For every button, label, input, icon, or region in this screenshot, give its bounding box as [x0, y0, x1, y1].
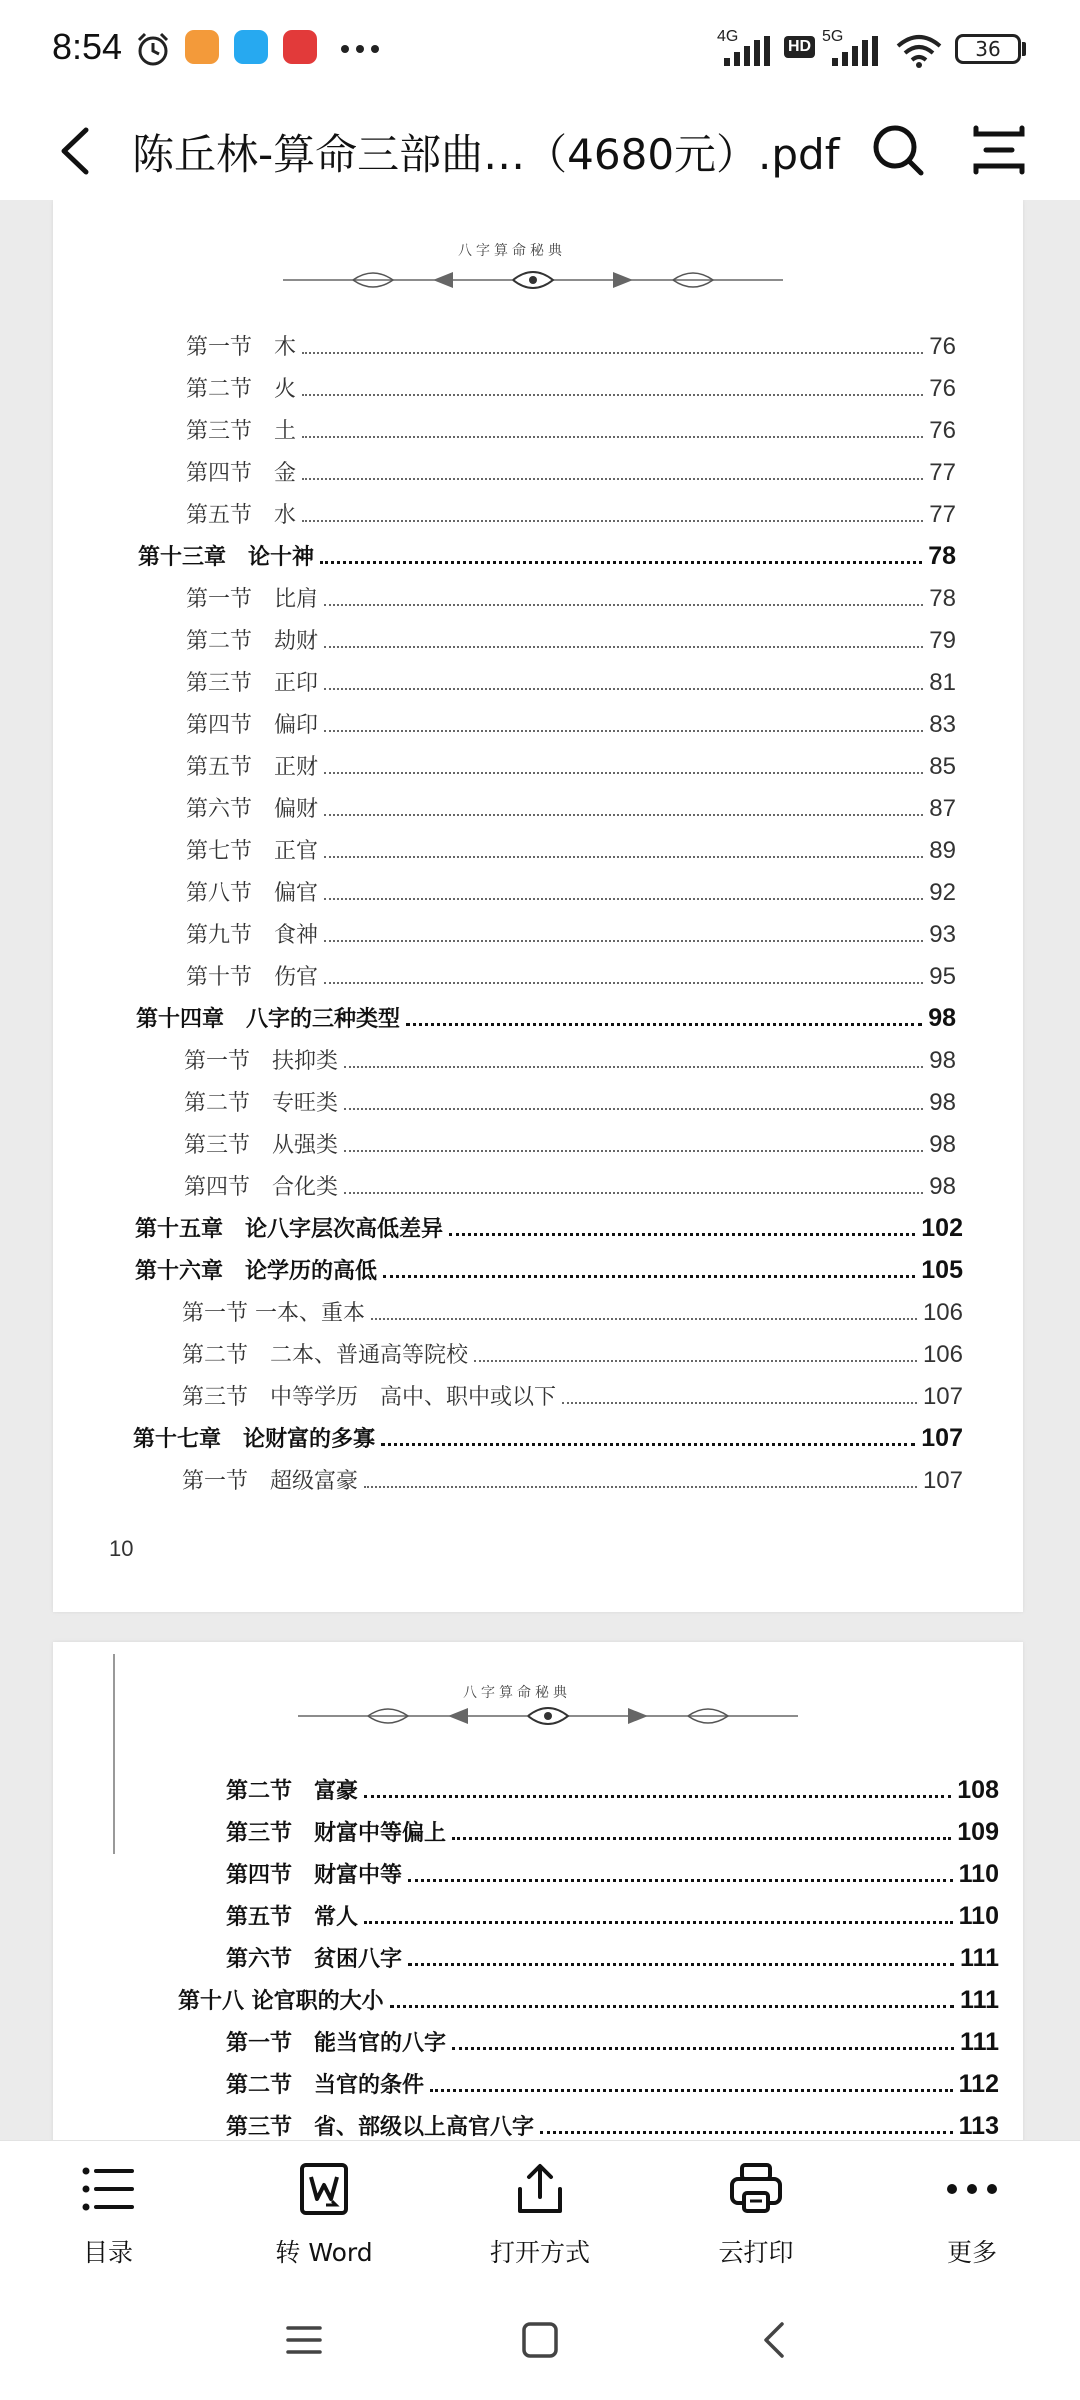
toc-entry-title: 第三节 正印 — [186, 671, 319, 696]
toc-entry-page: 77 — [929, 501, 956, 528]
toc-entry-title: 第四节 金 — [186, 461, 297, 486]
toc-entry-page: 98 — [929, 1173, 956, 1200]
toc-entry[interactable] — [186, 960, 956, 996]
toc-leader-dots — [452, 2047, 954, 2050]
toc-entry-page: 85 — [929, 753, 956, 780]
toc-entry[interactable] — [186, 792, 956, 828]
signal-strength-icon — [722, 36, 778, 66]
open-with-label: 打开方式 — [489, 2238, 590, 2267]
toc-entry-title: 第一节 能当官的八字 — [226, 2031, 447, 2056]
toc-entry-page: 110 — [958, 1860, 999, 1888]
status-time: 8:54 — [52, 26, 123, 67]
toc-leader-dots — [474, 1360, 917, 1362]
toc-chapter-title: 第十七章 论财富的多寡 — [133, 1427, 376, 1452]
toc-entry-title: 第四节 合化类 — [184, 1175, 339, 1200]
convert-to-word-button[interactable] — [216, 2141, 432, 2281]
toc-entry[interactable] — [186, 918, 956, 954]
taobao-app-icon — [185, 30, 219, 64]
toc-entry-title: 第三节 中等学历 高中、职中或以下 — [182, 1385, 557, 1410]
store-app-icon — [283, 30, 317, 64]
system-nav-bar — [0, 2280, 1080, 2400]
toc-entry-page: 111 — [960, 2028, 999, 2056]
toc-chapter[interactable] — [136, 1002, 956, 1038]
alarm-clock-icon — [134, 30, 172, 68]
toc-entry-page: 98 — [929, 1089, 956, 1116]
toc-leader-dots — [324, 940, 923, 942]
toc-leader-dots — [344, 1108, 923, 1110]
toc-entry-title: 第三节 财富中等偏上 — [226, 1821, 447, 1846]
toc-leader-dots — [324, 772, 923, 774]
toc-entry-title: 第四节 偏印 — [186, 713, 319, 738]
toc-entry-page: 79 — [929, 627, 956, 654]
toc-entry-page: 78 — [928, 542, 956, 570]
toc-leader-dots — [406, 1023, 922, 1026]
toc-entry-page: 106 — [922, 1341, 963, 1368]
toc-leader-dots — [364, 1486, 917, 1488]
toc-entry[interactable] — [186, 750, 956, 786]
toc-leader-dots — [408, 1879, 953, 1882]
toc-entry-title: 第二节 当官的条件 — [226, 2073, 425, 2098]
convert-to-word-label: 转 Word — [275, 2238, 373, 2267]
toc-entry-page: 76 — [929, 417, 956, 444]
toc-entry[interactable] — [182, 1380, 963, 1416]
toc-entry-title: 第一节 木 — [186, 335, 297, 360]
toc-leader-dots — [324, 688, 923, 690]
toc-entry[interactable] — [186, 372, 956, 408]
battery-level: 36 — [955, 34, 1021, 64]
toc-entry-title: 第七节 正官 — [186, 839, 319, 864]
toc-entry[interactable] — [186, 834, 956, 870]
document-title: 陈丘林-算命三部曲…（4680元）.pdf — [132, 130, 840, 179]
toc-chapter[interactable] — [138, 540, 956, 576]
toc-entry-title: 第二节 劫财 — [186, 629, 319, 654]
back-nav-icon[interactable] — [756, 2320, 796, 2360]
word-convert-icon — [296, 2161, 352, 2217]
toc-entry[interactable] — [186, 456, 956, 492]
toc-leader-dots — [324, 646, 923, 648]
toc-entry[interactable] — [226, 1900, 999, 1936]
toc-leader-dots — [408, 1963, 954, 1966]
battery-tip — [1022, 42, 1026, 56]
toc-chapter[interactable] — [178, 1984, 999, 2020]
ornament-divider — [298, 1696, 798, 1736]
bottom-toolbar — [0, 2140, 1080, 2281]
toc-entry-page: 83 — [929, 711, 956, 738]
toc-entry-page: 81 — [929, 669, 956, 696]
home-icon[interactable] — [520, 2320, 560, 2360]
toc-entry[interactable] — [226, 1942, 999, 1978]
more-button[interactable] — [864, 2141, 1080, 2281]
toc-chapter-title: 第十八 论官职的大小 — [178, 1989, 384, 2014]
toc-leader-dots — [324, 814, 923, 816]
printer-icon — [728, 2161, 784, 2217]
more-notifications-icon — [340, 44, 380, 54]
toc-entry[interactable] — [186, 330, 956, 366]
pdf-page — [53, 200, 1023, 1612]
toc-entry-title: 第三节 省、部级以上高官八字 — [226, 2115, 535, 2140]
status-bar — [0, 0, 1080, 100]
toc-leader-dots — [324, 604, 923, 606]
title-bar — [0, 100, 1080, 200]
toc-entry[interactable] — [226, 1858, 999, 1894]
document-viewer[interactable] — [0, 200, 1080, 2140]
toc-entry-title: 第一节 一本、重本 — [182, 1301, 365, 1326]
toc-entry[interactable] — [226, 2026, 999, 2062]
toc-entry[interactable] — [226, 1774, 999, 1810]
toc-entry-title: 第六节 偏财 — [186, 797, 319, 822]
toc-entry-page: 89 — [929, 837, 956, 864]
toc-entry[interactable] — [186, 582, 956, 618]
toc-leader-dots — [562, 1402, 917, 1404]
network-4g-label: 4G — [717, 28, 739, 45]
toc-button-label: 目录 — [82, 2238, 133, 2267]
toc-entry-page: 110 — [958, 1902, 999, 1930]
toc-leader-dots — [344, 1192, 923, 1194]
toc-entry-title: 第一节 超级富豪 — [182, 1469, 359, 1494]
toc-entry[interactable] — [226, 2068, 999, 2104]
toc-entry[interactable] — [182, 1338, 963, 1374]
messenger-app-icon — [234, 30, 268, 64]
toc-entry[interactable] — [184, 1044, 956, 1080]
toc-entry[interactable] — [182, 1296, 963, 1332]
network-5g-label: 5G — [822, 28, 844, 45]
toc-entry-page: 76 — [929, 375, 956, 402]
back-arrow-icon[interactable] — [56, 126, 96, 176]
toc-leader-dots — [430, 2089, 953, 2092]
toc-entry-page: 105 — [921, 1256, 963, 1284]
toc-entry[interactable] — [186, 876, 956, 912]
toc-entry-page: 92 — [929, 879, 956, 906]
toc-entry[interactable] — [226, 2110, 999, 2140]
toc-entry-page: 87 — [929, 795, 956, 822]
wifi-icon — [895, 34, 943, 68]
toc-entry-page: 78 — [929, 585, 956, 612]
reading-mode-icon[interactable] — [972, 124, 1026, 176]
toc-entry-page: 111 — [960, 1944, 999, 1972]
toc-entry-page: 93 — [929, 921, 956, 948]
toc-leader-dots — [320, 561, 922, 564]
toc-entry-page: 107 — [922, 1467, 963, 1494]
toc-entry-title: 第二节 专旺类 — [184, 1091, 339, 1116]
toc-entry[interactable] — [186, 666, 956, 702]
share-icon — [512, 2161, 568, 2217]
toc-entry-page: 111 — [960, 1986, 999, 2014]
toc-leader-dots — [449, 1233, 915, 1236]
toc-entry[interactable] — [226, 1816, 999, 1852]
list-icon — [80, 2161, 136, 2217]
running-header: 八字算命秘典 — [458, 243, 566, 259]
toc-leader-dots — [383, 1275, 915, 1278]
toc-leader-dots — [302, 436, 923, 438]
toc-entry-page: 98 — [929, 1131, 956, 1158]
toc-leader-dots — [324, 982, 923, 984]
toc-leader-dots — [302, 394, 923, 396]
toc-button[interactable] — [0, 2141, 216, 2281]
toc-entry-page: 98 — [929, 1047, 956, 1074]
toc-leader-dots — [302, 478, 923, 480]
toc-leader-dots — [344, 1150, 923, 1152]
toc-entry-page: 98 — [928, 1004, 956, 1032]
search-icon[interactable] — [870, 122, 926, 178]
toc-entry-title: 第十节 伤官 — [186, 965, 319, 990]
toc-leader-dots — [540, 2131, 953, 2134]
toc-entry-page: 107 — [922, 1383, 963, 1410]
toc-leader-dots — [390, 2005, 954, 2008]
toc-entry-title: 第六节 贫困八字 — [226, 1947, 403, 1972]
toc-entry[interactable] — [186, 624, 956, 660]
toc-entry-title: 第五节 水 — [186, 503, 297, 528]
toc-entry-page: 112 — [958, 2070, 999, 2098]
toc-entry[interactable] — [186, 414, 956, 450]
toc-leader-dots — [302, 520, 923, 522]
toc-chapter-title: 第十三章 论十神 — [138, 545, 315, 570]
toc-entry-page: 108 — [957, 1776, 999, 1804]
toc-entry[interactable] — [184, 1086, 956, 1122]
toc-entry[interactable] — [184, 1128, 956, 1164]
signal-strength-5g-icon — [830, 36, 886, 66]
toc-entry-title: 第三节 土 — [186, 419, 297, 444]
hd-badge: HD — [784, 36, 815, 58]
toc-entry-title: 第一节 扶抑类 — [184, 1049, 339, 1074]
more-button-label: 更多 — [946, 2238, 997, 2267]
toc-entry-page: 109 — [957, 1818, 999, 1846]
toc-chapter-title: 第十五章 论八字层次高低差异 — [135, 1217, 444, 1242]
toc-entry-title: 第五节 常人 — [226, 1905, 359, 1930]
toc-entry-title: 第二节 二本、普通高等院校 — [182, 1343, 469, 1368]
toc-chapter-title: 第十六章 论学历的高低 — [135, 1259, 378, 1284]
ornament-divider — [283, 260, 783, 300]
toc-leader-dots — [371, 1318, 917, 1320]
toc-entry-title: 第二节 富豪 — [226, 1779, 359, 1804]
toc-leader-dots — [344, 1066, 923, 1068]
cloud-print-button[interactable] — [648, 2141, 864, 2281]
toc-entry[interactable] — [186, 708, 956, 744]
more-icon — [944, 2161, 1000, 2217]
toc-entry[interactable] — [184, 1170, 956, 1206]
toc-entry-title: 第五节 正财 — [186, 755, 319, 780]
toc-leader-dots — [324, 856, 923, 858]
toc-chapter[interactable] — [135, 1254, 963, 1290]
page-edge-line — [113, 1654, 115, 1854]
pdf-page — [53, 1642, 1023, 2140]
toc-entry-page: 76 — [929, 333, 956, 360]
running-header: 八字算命秘典 — [463, 1685, 571, 1701]
toc-chapter[interactable] — [133, 1422, 963, 1458]
toc-entry-page: 113 — [958, 2112, 999, 2140]
toc-entry-page: 107 — [921, 1424, 963, 1452]
toc-leader-dots — [452, 1837, 951, 1840]
toc-entry-page: 102 — [921, 1214, 963, 1242]
toc-entry[interactable] — [182, 1464, 963, 1500]
cloud-print-label: 云打印 — [718, 2238, 794, 2267]
toc-chapter-title: 第十四章 八字的三种类型 — [136, 1007, 401, 1032]
toc-leader-dots — [364, 1921, 953, 1924]
toc-leader-dots — [324, 898, 923, 900]
toc-entry-page: 106 — [922, 1299, 963, 1326]
toc-entry-title: 第八节 偏官 — [186, 881, 319, 906]
toc-leader-dots — [381, 1443, 915, 1446]
page-number: 10 — [109, 1536, 134, 1561]
toc-entry-title: 第四节 财富中等 — [226, 1863, 403, 1888]
toc-chapter[interactable] — [135, 1212, 963, 1248]
toc-entry-title: 第二节 火 — [186, 377, 297, 402]
toc-entry-title: 第三节 从强类 — [184, 1133, 339, 1158]
recent-apps-icon[interactable] — [284, 2320, 324, 2360]
toc-entry-page: 77 — [929, 459, 956, 486]
toc-leader-dots — [364, 1795, 951, 1798]
toc-entry-page: 95 — [929, 963, 956, 990]
toc-entry-title: 第一节 比肩 — [186, 587, 319, 612]
open-with-button[interactable] — [432, 2141, 648, 2281]
toc-leader-dots — [324, 730, 923, 732]
toc-entry-title: 第九节 食神 — [186, 923, 319, 948]
toc-leader-dots — [302, 352, 923, 354]
toc-entry[interactable] — [186, 498, 956, 534]
